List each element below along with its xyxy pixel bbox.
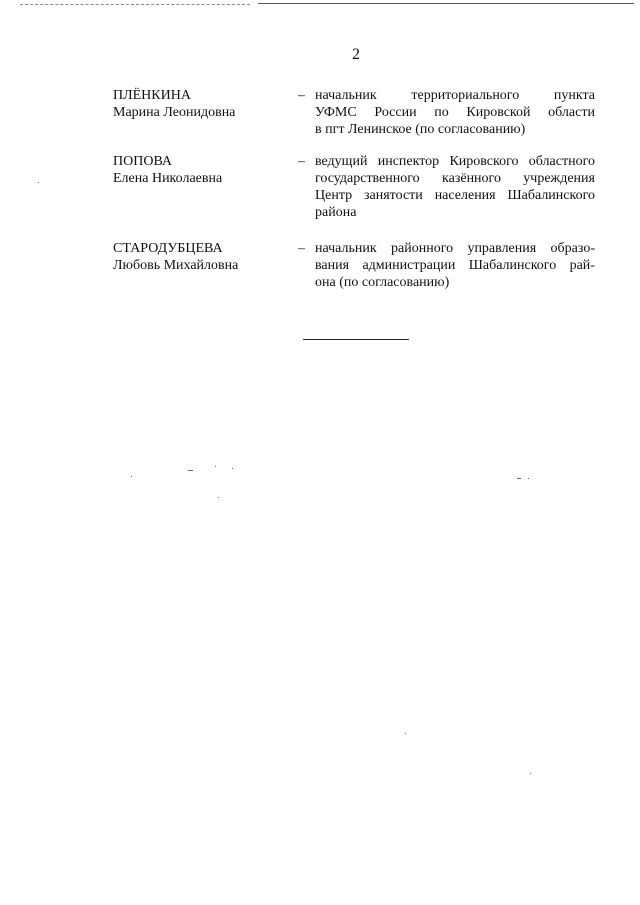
- scan-speck: [405, 733, 406, 734]
- position-line: начальник районного управления образо-: [315, 241, 595, 256]
- scan-speck: [232, 468, 233, 469]
- scan-speck: [38, 182, 39, 183]
- member-name: [113, 87, 283, 121]
- position-line: начальник территориального пункта: [315, 88, 595, 103]
- member-given-names: Марина Леонидовна: [113, 105, 236, 120]
- dash-separator: –: [298, 154, 305, 169]
- member-surname: ПОПОВА: [113, 154, 173, 169]
- member-position: [315, 153, 595, 221]
- scan-speck: [517, 478, 521, 479]
- member-name: [113, 240, 283, 274]
- dash-separator: –: [298, 88, 305, 103]
- scan-speck: [131, 476, 132, 477]
- position-line: УФМС России по Кировской области: [315, 105, 595, 120]
- dash-separator: –: [298, 241, 305, 256]
- member-position: [315, 240, 595, 291]
- position-line: государственного казённого учреждения: [315, 171, 595, 186]
- position-line: она (по согласованию): [315, 275, 450, 290]
- position-line: ведущий инспектор Кировского областного: [315, 154, 595, 169]
- position-line: вания администрации Шабалинского рай-: [315, 258, 595, 273]
- position-line: в пгт Ленинское (по согласованию): [315, 122, 526, 137]
- member-name: [113, 153, 283, 187]
- member-given-names: Любовь Михайловна: [113, 258, 239, 273]
- top-border-line: [258, 3, 634, 4]
- scan-speck: [218, 497, 219, 498]
- scan-speck: [188, 470, 193, 471]
- member-surname: ПЛЁНКИНА: [113, 88, 191, 103]
- member-position: [315, 87, 595, 138]
- member-surname: СТАРОДУБЦЕВА: [113, 241, 223, 256]
- scan-speck: [530, 773, 531, 774]
- scan-speck: [215, 466, 216, 467]
- position-line: Центр занятости населения Шабалинского: [315, 188, 595, 203]
- separator-line: [303, 339, 409, 340]
- position-line: района: [315, 205, 357, 220]
- top-border-dashed: [20, 4, 250, 5]
- member-given-names: Елена Николаевна: [113, 171, 223, 186]
- scan-speck: [528, 478, 529, 479]
- page-number: 2: [352, 46, 360, 63]
